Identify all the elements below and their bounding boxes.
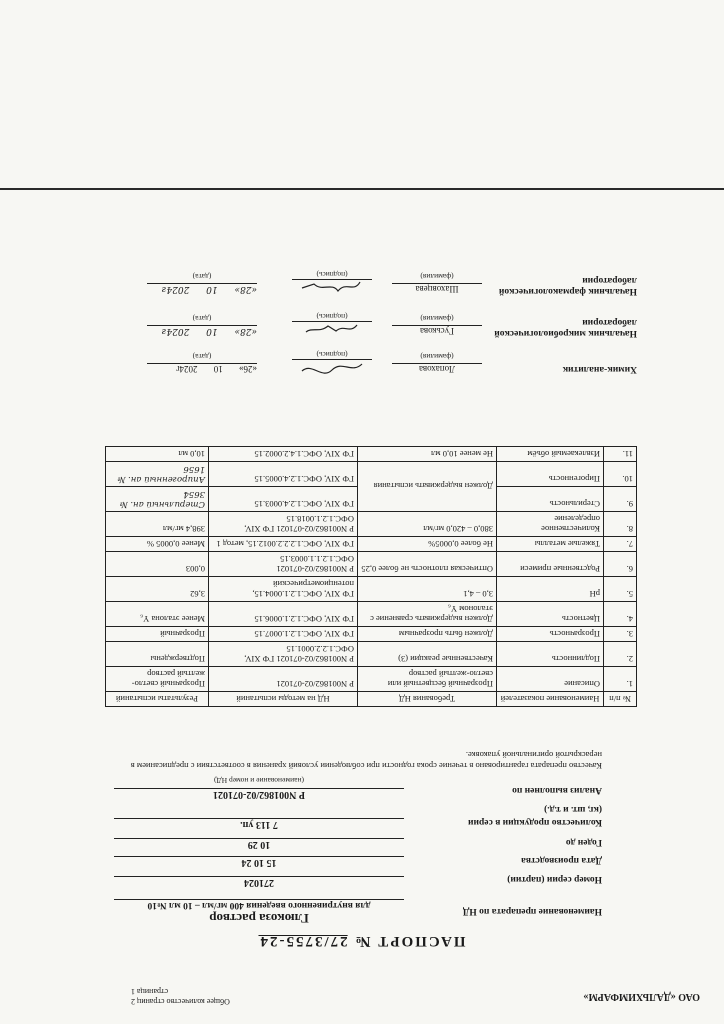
- row-requirement: Прозрачный бесцветный или светло-желтый раствор: [358, 667, 497, 692]
- signature-name-caption: (фамилия): [420, 352, 454, 361]
- row-requirement: Должен быть прозрачным: [358, 627, 497, 642]
- row-requirement: Не менее 10,0 мл: [358, 447, 497, 462]
- date-year: 2024г: [161, 284, 190, 294]
- row-method: ГФ XIV, ОФС.1.2.4.0005.15: [209, 462, 358, 487]
- signature-date-caption: (дата): [192, 352, 212, 361]
- row-method: Р N001862/02-071021: [209, 667, 358, 692]
- date-day: «26»: [239, 364, 257, 374]
- header-method: НД на методы испытаний: [209, 692, 358, 707]
- signature-date: [147, 363, 257, 374]
- row-result: Подтверждены: [106, 642, 209, 667]
- date-label: Дата производства: [521, 855, 602, 865]
- row-result: Стерильный ан. № 3654: [106, 487, 209, 512]
- header-requirements: Требования НД: [358, 692, 497, 707]
- drug-label: Наименование препарата по НД: [462, 906, 602, 916]
- date-year: 2024г: [161, 326, 190, 336]
- row-result: 10,0 мл: [106, 447, 209, 462]
- row-requirement: Качественные реакции (3): [358, 642, 497, 667]
- row-indicator: pH: [497, 577, 604, 602]
- quantity-value: 7 113 уп.: [114, 818, 404, 830]
- row-result: 398,4 мг/мл: [106, 512, 209, 537]
- signature-date-caption: (дата): [192, 272, 212, 281]
- signature-line: [292, 321, 372, 336]
- signature-role: Начальник микробиологической лаборатории: [494, 317, 637, 338]
- row-number: 2.: [604, 642, 637, 667]
- signature-sign-caption: (подпись): [316, 312, 348, 321]
- results-table: [105, 446, 637, 707]
- valid-label: Годен до: [565, 837, 602, 847]
- signature-name: Шаховцева: [392, 283, 482, 294]
- date-value: 15 10 24: [114, 856, 404, 868]
- signature-line: [292, 279, 372, 294]
- row-result: 3,62: [106, 577, 209, 602]
- row-result: Прозрачный светло-желтый раствор: [106, 667, 209, 692]
- signature-date-caption: (дата): [192, 314, 212, 323]
- date-day: «28»: [234, 284, 257, 294]
- signature-role: Химик-аналитик: [562, 364, 637, 374]
- table-row: [106, 577, 637, 602]
- row-number: 3.: [604, 627, 637, 642]
- quantity-label: Количество продукции в серии: [468, 817, 602, 827]
- date-month: 10: [206, 326, 218, 336]
- table-row: [106, 487, 637, 512]
- drug-value: Глюкоза раствор: [209, 911, 309, 926]
- row-indicator: Подлинность: [497, 642, 604, 667]
- quality-note: Качество препарата гарантировано в течение срока годности при соблюдении условий хранения в соответствии с предписанием в нераскрытой оригинальной упаковке.: [130, 750, 602, 771]
- row-method: ГФ XIV, ОФС.1.2.4.0003.15: [209, 487, 358, 512]
- signature-name: Лопахова: [392, 363, 482, 374]
- row-number: 4.: [604, 602, 637, 627]
- row-requirement: Должен выдерживать испытания: [358, 462, 497, 512]
- date-month: 10: [213, 364, 223, 374]
- series-value: 271024: [114, 876, 404, 888]
- signatures-block: [77, 234, 637, 374]
- table-row: [106, 537, 637, 552]
- page-title: [0, 932, 724, 949]
- row-method: ГФ XIV, ОФС.1.2.1.0006.15: [209, 602, 358, 627]
- row-requirement: 3,0 – 4,1: [358, 577, 497, 602]
- date-day: «28»: [234, 326, 257, 336]
- signature-name-caption: (фамилия): [420, 272, 454, 281]
- row-indicator: Прозрачность: [497, 627, 604, 642]
- row-method: ГФ XIV, ОФС.1.2.1.0004.15, потенциометрический: [209, 577, 358, 602]
- signature-name: Гуськова: [392, 325, 482, 336]
- row-method: Р N001862/02-071021 ГФ XIV, ОФС.1.2.2.0001.15: [209, 642, 358, 667]
- table-row: [106, 602, 637, 627]
- table-row: [106, 627, 637, 642]
- passport-number: 27/3755-24: [258, 933, 348, 949]
- row-result: Менее эталона Y₆: [106, 602, 209, 627]
- table-row: [106, 512, 637, 537]
- table-header-row: [106, 692, 637, 707]
- quantity-unit-label: (кг, шт. и т.д.): [544, 804, 602, 814]
- row-method: ГФ XIV, ОФС.1.4.2.0002.15: [209, 447, 358, 462]
- row-indicator: Родственные примеси: [497, 552, 604, 577]
- table-row: [106, 552, 637, 577]
- row-method: Р N001862/02-071021 ОФС.1.2.1.1.0003.15: [209, 552, 358, 577]
- row-number: 8.: [604, 512, 637, 537]
- page-number: страница 1: [131, 987, 169, 996]
- table-row: [106, 447, 637, 462]
- row-indicator: Пирогенность: [497, 462, 604, 487]
- row-indicator: Стерильность: [497, 487, 604, 512]
- signature-date: [147, 325, 257, 336]
- row-method: Р N001862/02-071021 ГФ XIV, ОФС.1.2.1.0018.15: [209, 512, 358, 537]
- row-number: 10.: [604, 462, 637, 487]
- row-indicator: Извлекаемый объём: [497, 447, 604, 462]
- row-indicator: Описание: [497, 667, 604, 692]
- row-number: 7.: [604, 537, 637, 552]
- company-name: ОАО «ДАЛЬХИМФАРМ»: [583, 991, 700, 1002]
- row-number: 5.: [604, 577, 637, 602]
- date-month: 10: [206, 284, 218, 294]
- signature-role: Начальник фармакологической лаборатории: [498, 275, 637, 296]
- signature-sign-caption: (подпись): [316, 350, 348, 359]
- analysis-label: Анализ выполнен по: [512, 785, 602, 795]
- row-method: ГФ XIV, ОФС.1.2.2.2.0012.15, метод 1: [209, 537, 358, 552]
- row-requirement: 380,0 – 420,0 мг/мл: [358, 512, 497, 537]
- row-result: Прозрачный: [106, 627, 209, 642]
- row-result: 0,003: [106, 552, 209, 577]
- valid-value: 10 29: [114, 838, 404, 850]
- handwritten-signature: [292, 280, 372, 294]
- handwritten-signature: [292, 322, 372, 336]
- signature-line: [292, 359, 372, 374]
- drug-value-2: для внутривенного введения 400 мг/мл – 10 мл №10: [114, 899, 404, 910]
- page-counter: [131, 986, 271, 1006]
- row-result: Апирогенный ан. № 1656: [106, 462, 209, 487]
- row-requirement: Не более 0,0005%: [358, 537, 497, 552]
- row-requirement: Должен выдерживать сравнение с эталоном Y₆: [358, 602, 497, 627]
- header-indicator: Наименование показателей: [497, 692, 604, 707]
- scan-edge-line: [0, 188, 724, 190]
- header-results: Результаты испытаний: [106, 692, 209, 707]
- series-label: Номер серии (партии): [507, 874, 602, 884]
- pages-total: Общее количество страниц 2: [131, 997, 230, 1006]
- analysis-value: Р N001862/02-071021: [114, 788, 404, 800]
- row-number: 6.: [604, 552, 637, 577]
- row-result: Менее 0,0005 %: [106, 537, 209, 552]
- table-row: [106, 667, 637, 692]
- header-number: № п/п: [604, 692, 637, 707]
- row-indicator: Цветность: [497, 602, 604, 627]
- signature-date: [147, 283, 257, 294]
- row-number: 9.: [604, 487, 637, 512]
- row-indicator: Количественное определение: [497, 512, 604, 537]
- row-number: 11.: [604, 447, 637, 462]
- row-indicator: Тяжелые металлы: [497, 537, 604, 552]
- handwritten-signature: [292, 360, 372, 374]
- row-method: ГФ XIV, ОФС.1.2.1.0007.15: [209, 627, 358, 642]
- row-number: 1.: [604, 667, 637, 692]
- analysis-caption: (наименование и номер НД): [214, 776, 304, 785]
- signature-sign-caption: (подпись): [316, 270, 348, 279]
- row-requirement: Оптическая плотность не более 0,25: [358, 552, 497, 577]
- title-prefix: ПАСПОРТ №: [353, 933, 466, 949]
- date-year: 2024г: [175, 364, 198, 374]
- table-row: [106, 642, 637, 667]
- signature-name-caption: (фамилия): [420, 314, 454, 323]
